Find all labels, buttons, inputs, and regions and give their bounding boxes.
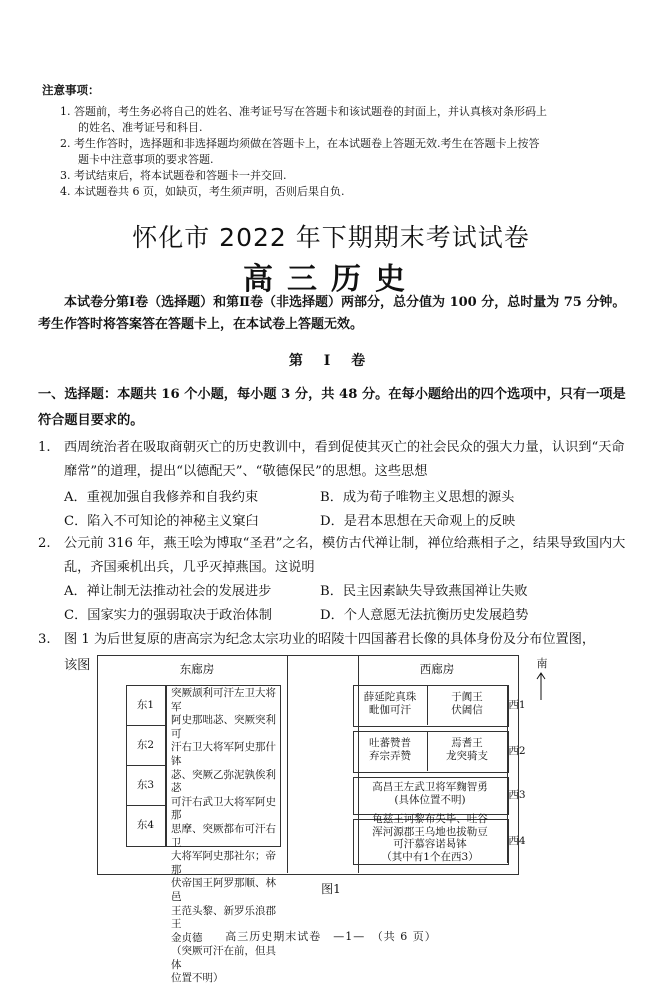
divider — [126, 805, 165, 806]
notice-item-2: 2. 考生作答时，选择题和非选择题均须做在答题卡上，在本试题卷上答题无效.考生在答题卡上按答 — [60, 137, 540, 150]
east-row-1: 东1 — [136, 699, 155, 711]
option-b: B．成为荀子唯物主义思想的源头 — [320, 490, 515, 505]
east-gallery-label: 东廊房 — [179, 662, 215, 676]
section-heading: 一、选择题：本题共 16 个小题，每小题 3 分，共 48 分。在每小题给出的四个选项中，只有一项是符合题目要求的。 — [38, 387, 626, 428]
question-number: 3. — [38, 632, 51, 647]
option-b: B．民主因素缺失导致燕国禅让失败 — [320, 584, 528, 599]
central-corridor — [287, 655, 359, 873]
arrow-up-icon — [534, 670, 548, 702]
exam-intro: 本试卷分第Ⅰ卷（选择题）和第Ⅱ卷（非选择题）两部分，总分值为 100 分，总时量为 75 分钟。考生作答时将答案答在答题卡上，在本试卷上答题无效。 — [38, 295, 626, 332]
divider — [126, 765, 165, 766]
west-2-occupant-b: 焉耆王 龙突骑支 — [446, 737, 488, 762]
question-number: 1. — [38, 440, 51, 455]
option-d: D．是君本思想在天命观上的反映 — [320, 514, 516, 529]
question-text: 西周统治者在吸取商朝灭亡的历史教训中，看到促使其灭亡的社会民众的强大力量，认识到“天命靡常”的道理，提出“以德配天”、“敬德保民”的思想。这些思想 — [64, 440, 625, 479]
question-text-cont: 该图 — [64, 658, 91, 673]
option-a: A．重视加强自我修养和自我约束 — [64, 490, 259, 505]
notice-title: 注意事项： — [42, 83, 100, 97]
option-d: D．个人意愿无法抗衡历史发展趋势 — [320, 608, 529, 623]
notice-item-1: 1. 答题前，考生务必将自己的姓名、准考证号写在答题卡和该试题卷的封面上，并认真核对条形码上 — [60, 105, 547, 118]
east-row-3: 东3 — [136, 779, 155, 791]
notice-item-3: 3. 考试结束后，将本试题卷和答题卡一并交回. — [60, 169, 287, 182]
south-label: 南 — [536, 657, 548, 670]
west-1-occupant-a: 薛延陀真珠 毗伽可汗 — [363, 691, 417, 716]
page-footer: 高三历史期末试卷 —1— （共 6 页） — [225, 930, 437, 943]
east-occupants: 突厥颉利可汗左卫大将军 阿史那咄苾、突厥突利可 汗右卫大将军阿史那什钵 苾、突厥乙弥泥孰俟利苾 可汗右武卫大将军阿史那 思摩、突厥都布可汗右卫 大将军阿史那社尔；帝那 伏帝国王阿罗那顺、林邑 王范头黎、新罗乐浪郡王 金贞德 （突厥可汗在前，但具体 位置不明） — [171, 687, 276, 985]
question-2 — [38, 532, 630, 580]
option-a: A．禅让制无法推动社会的发展进步 — [64, 584, 272, 599]
question-number: 2. — [38, 536, 51, 551]
notice-item-4: 4. 本试题卷共 6 页，如缺页，考生须声明，否则后果自负. — [60, 185, 345, 198]
west-row-4: 西4 — [508, 835, 526, 847]
west-row-2: 西2 — [508, 745, 526, 757]
question-3 — [38, 628, 630, 652]
west-4-occupants: 龟兹王诃黎布失毕、吐谷 浑河源郡王乌地也拔勒豆 可汗慕容诺曷钵 （其中有1个在西3） — [372, 813, 488, 863]
figure-caption: 图1 — [321, 882, 341, 896]
notice-item-2-cont: 题卡中注意事项的要求答题. — [78, 153, 214, 166]
west-2-occupant-a: 吐蕃赞普 弃宗弄赞 — [369, 737, 411, 762]
question-text: 公元前 316 年，燕王哙为博取“圣君”之名，模仿古代禅让制，禅位给燕相子之，结果导致国内大乱，齐国乘机出兵，几乎灭掉燕国。这说明 — [64, 536, 626, 575]
divider — [126, 725, 165, 726]
notice-item-1-cont: 的姓名、准考证号和科目. — [78, 121, 203, 134]
question-1 — [38, 436, 630, 484]
west-3-occupant: 高昌王左武卫将军麴智勇 (具体位置不明) — [372, 781, 488, 806]
west-row-1: 西1 — [508, 699, 526, 711]
subject-title: 高三历史 — [243, 262, 419, 297]
part-title: 第 Ⅰ 卷 — [288, 353, 374, 369]
east-row-2: 东2 — [136, 739, 155, 751]
option-c: C．陷入不可知论的神秘主义窠臼 — [64, 514, 259, 529]
question-text: 图 1 为后世复原的唐高宗为纪念太宗功业的昭陵十四国蕃君长像的具体身份及分布位置图， — [64, 632, 596, 647]
west-gallery-label: 西廊房 — [419, 662, 455, 676]
west-1-occupant-b: 于阗王 伏阇信 — [451, 691, 483, 716]
exam-title: 怀化市 2022 年下期期末考试试卷 — [132, 223, 530, 252]
east-row-4: 东4 — [136, 819, 155, 831]
option-c: C．国家实力的强弱取决于政治体制 — [64, 608, 272, 623]
west-row-3: 西3 — [508, 789, 526, 801]
